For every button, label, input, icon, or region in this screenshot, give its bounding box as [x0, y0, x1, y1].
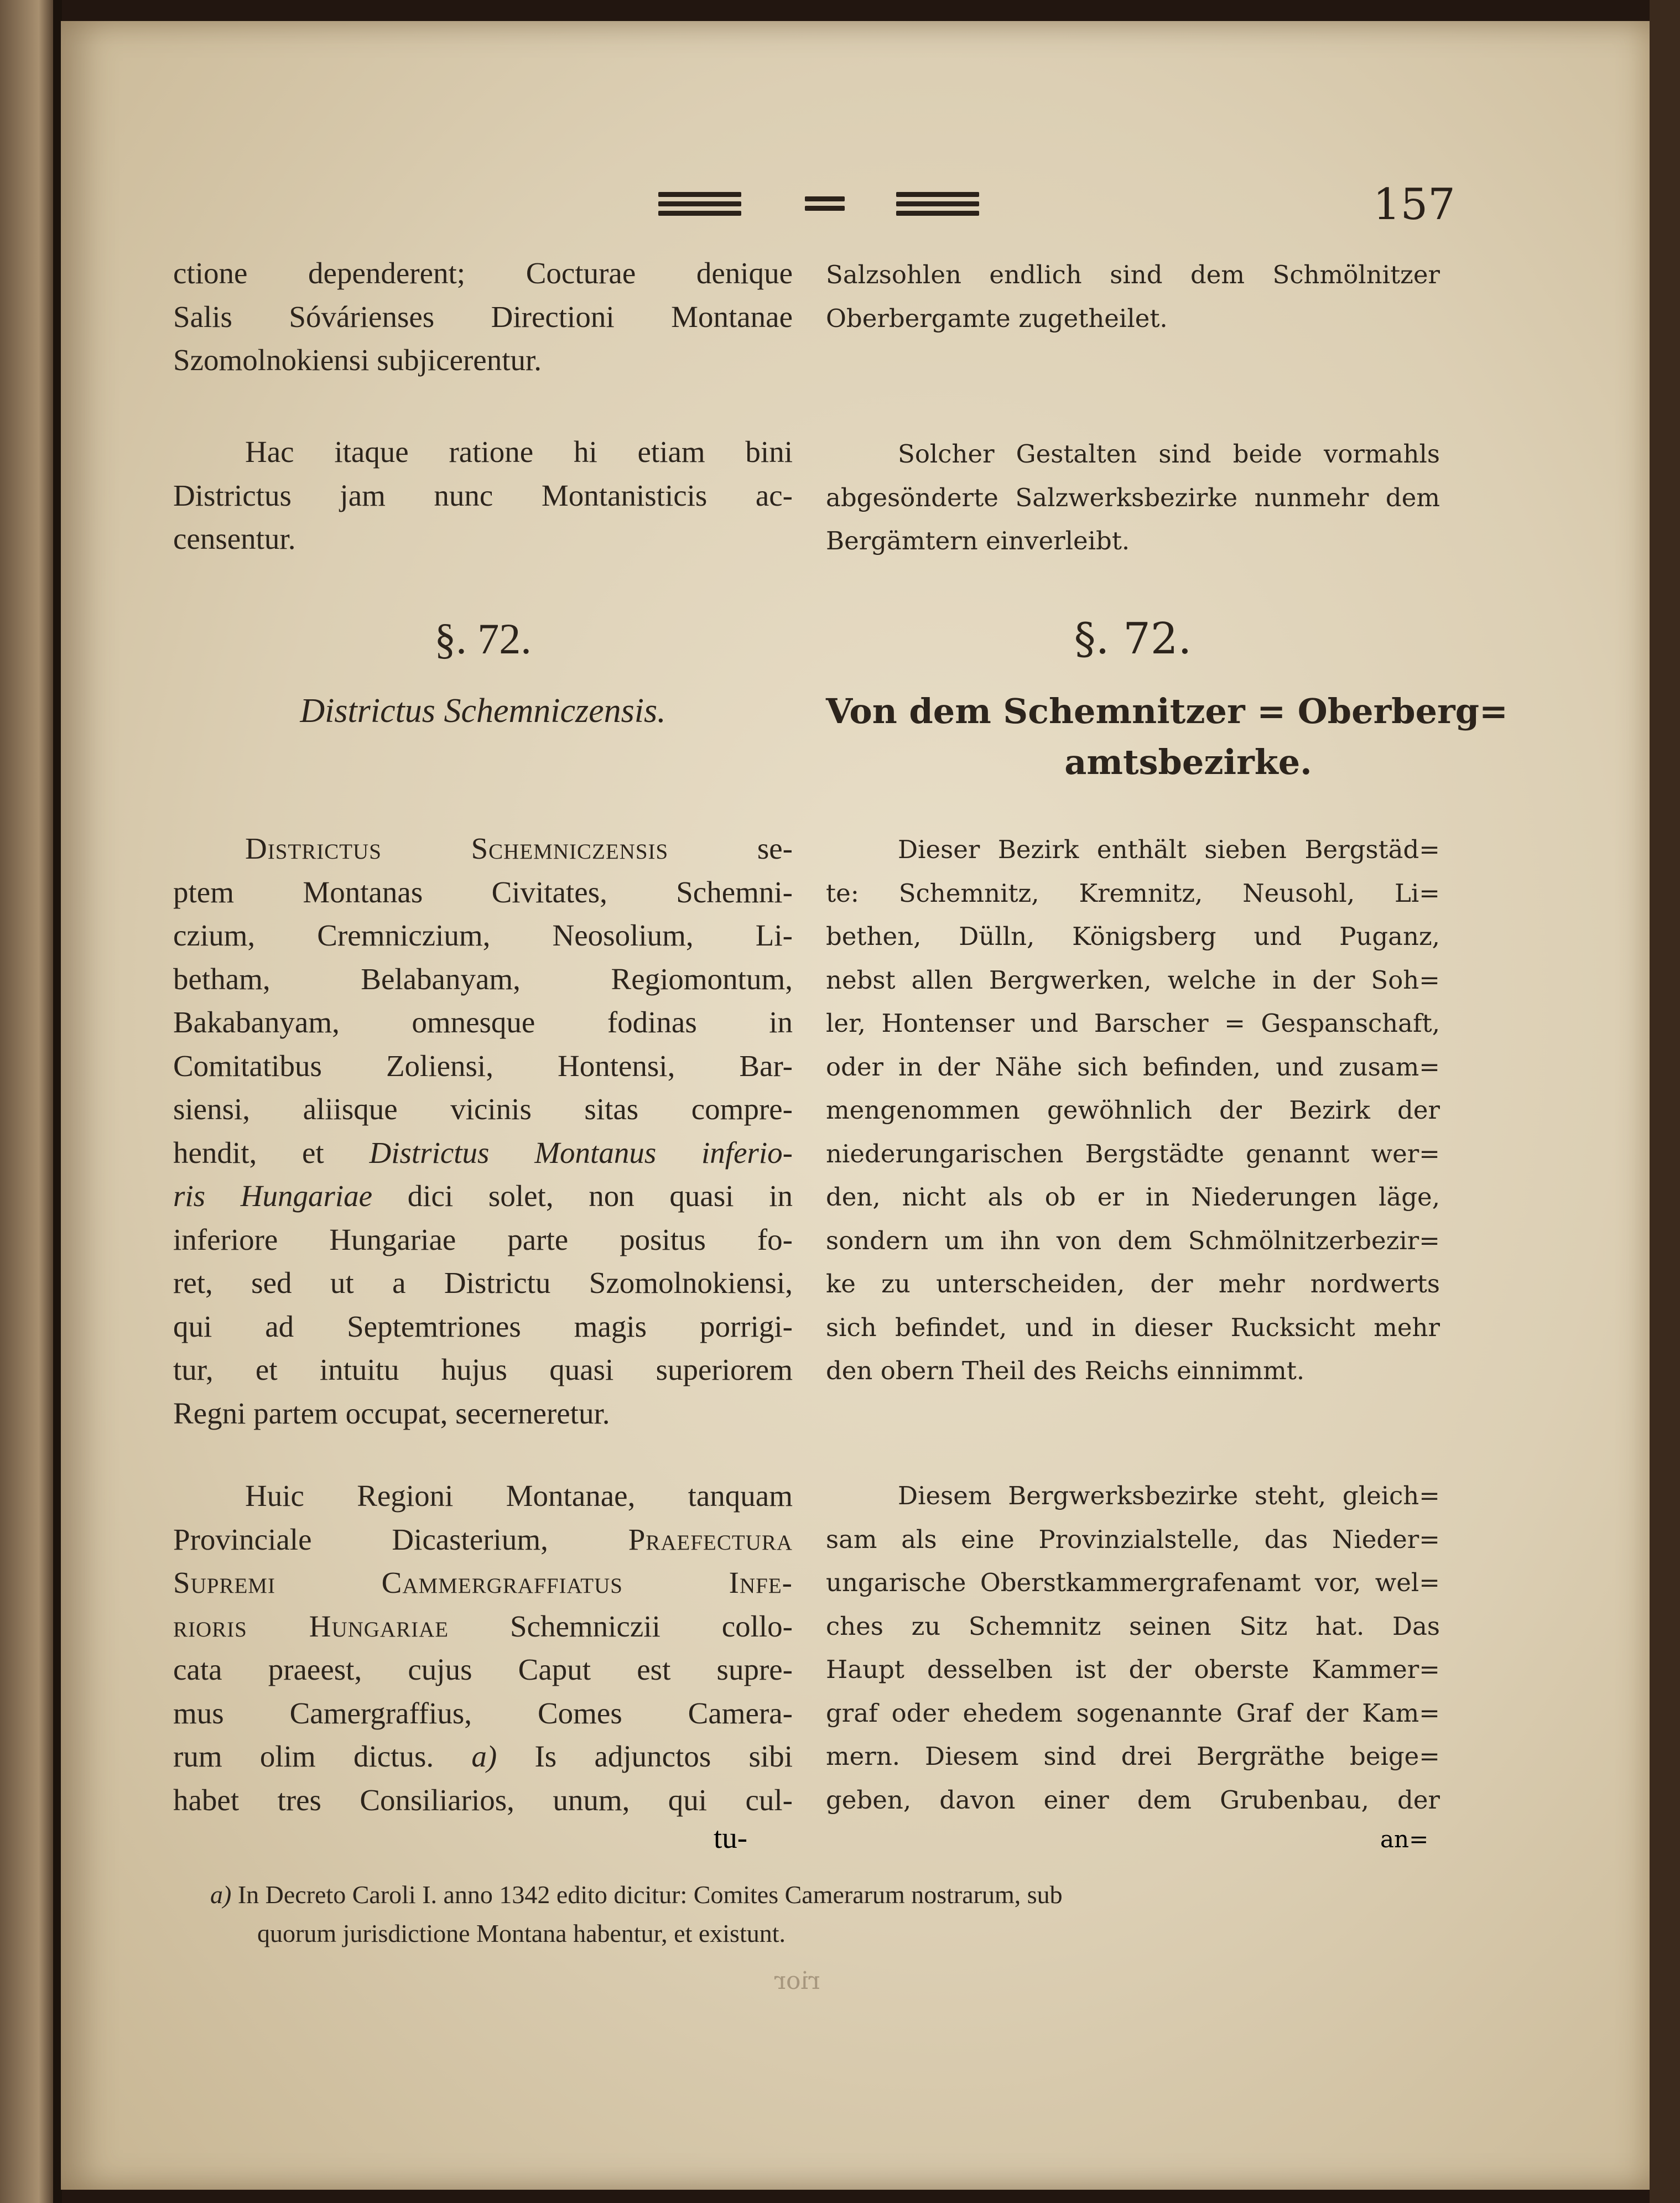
right-paragraph-3: [826, 828, 1440, 1393]
right-catchword: an=: [1380, 1826, 1429, 1853]
footnote-reference: a): [471, 1739, 497, 1773]
left-catchword: tu-: [714, 1821, 748, 1854]
text-line: [173, 1518, 793, 1562]
left-paragraph-3: [173, 827, 793, 1435]
text-line: Huic Regioni Montanae, tanquam: [245, 1479, 793, 1513]
text-line: graf oder ehedem sogenannte Graf der Kam=: [826, 1698, 1440, 1728]
text-line: Szomolnokiensi subjicerentur.: [173, 343, 542, 377]
text-line: [173, 1735, 793, 1779]
text-fragment: se-: [668, 832, 793, 865]
text-line: Salis Sóvárienses Directioni Montanae: [173, 299, 793, 334]
text-line: ler, Hontenser und Barscher = Gespanschaft,: [826, 1009, 1440, 1038]
text-line: Solcher Gestalten sind beide vormahls: [898, 439, 1440, 469]
right-section-title: [826, 686, 1509, 788]
text-line: niederungarischen Bergstädte genannt wer=: [826, 1139, 1440, 1168]
text-line: [173, 1131, 793, 1175]
right-section-mark: §. 72.: [1074, 614, 1192, 664]
text-fragment: Schemniczii collo-: [449, 1609, 793, 1643]
bleed-through-text: rior: [774, 1967, 820, 1995]
text-line: mern. Diesem sind drei Bergräthe beige=: [826, 1742, 1440, 1771]
text-line: ches zu Schemnitz seinen Sitz hat. Das: [826, 1611, 1440, 1641]
text-line: [173, 1561, 793, 1605]
text-fragment: rum olim dictus.: [173, 1739, 472, 1773]
text-line: Regni partem occupat, secerneretur.: [173, 1396, 610, 1430]
text-line: Oberbergamte zugetheilet.: [826, 303, 1168, 333]
text-line: siensi, aliisque vicinis sitas compre-: [173, 1092, 793, 1126]
right-paragraph-1: [826, 253, 1440, 340]
text-line: Haupt desselben ist der oberste Kammer=: [826, 1655, 1440, 1684]
footnote-marker: a): [210, 1880, 232, 1909]
text-line: nebst allen Bergwerken, welche in der Soh=: [826, 965, 1440, 995]
left-paragraph-4: [173, 1474, 793, 1822]
left-paragraph-2: [173, 430, 793, 561]
text-fragment: dici solet, non quasi in: [372, 1179, 793, 1213]
text-line: sich befindet, und in dieser Rucksicht mehr: [826, 1312, 1440, 1342]
text-line: sondern um ihn von dem Schmölnitzerbezir=: [826, 1225, 1440, 1255]
text-line: mengenommen gewöhnlich der Bezirk der: [826, 1095, 1440, 1125]
text-line: qui ad Septemtriones magis porrigi-: [173, 1309, 793, 1343]
right-paragraph-2: [826, 433, 1440, 563]
footnote: [210, 1875, 1449, 1953]
text-line: den obern Theil des Reichs einnimmt.: [826, 1356, 1305, 1385]
italic-text: Districtus Montanus inferio-: [369, 1135, 793, 1170]
text-line: betham, Belabanyam, Regiomontum,: [173, 962, 793, 996]
section-title-line: amtsbezirke.: [1064, 742, 1312, 782]
small-caps-text: Praefectura: [628, 1522, 793, 1556]
text-line: ctione dependerent; Cocturae denique: [173, 256, 793, 290]
text-fragment: Is adjunctos sibi: [497, 1739, 793, 1773]
text-line: Hac itaque ratione hi etiam bini: [245, 435, 793, 469]
facing-page-edge: [0, 0, 55, 2203]
text-line: abgesönderte Salzwerksbezirke nunmehr dem: [826, 482, 1440, 512]
footnote-line: [210, 1875, 1449, 1914]
text-line: den, nicht als ob er in Niederungen läge,: [826, 1182, 1440, 1212]
italic-text: ris Hungariae: [173, 1179, 373, 1213]
text-line: Dieser Bezirk enthält sieben Bergstäd=: [898, 835, 1440, 864]
right-paragraph-4: [826, 1474, 1440, 1822]
text-line: sam als eine Provinzialstelle, das Nieder=: [826, 1524, 1440, 1554]
header-ornament-right: [896, 187, 979, 220]
footnote-line: quorum jurisdictione Montana habentur, et existunt.: [257, 1919, 786, 1947]
text-line: Bergämtern einverleibt.: [826, 526, 1130, 555]
text-line: Bakabanyam, omnesque fodinas in: [173, 1005, 793, 1039]
text-fragment: hendit, et: [173, 1135, 370, 1170]
small-caps-text: rioris Hungariae: [173, 1609, 449, 1643]
small-caps-text: Districtus Schemniczensis: [245, 832, 669, 865]
left-section-title: Districtus Schemniczensis.: [300, 692, 666, 730]
text-line: mus Camergraffius, Comes Camera-: [173, 1696, 793, 1730]
text-line: [173, 1175, 793, 1218]
text-line: oder in der Nähe sich befinden, und zusam=: [826, 1052, 1440, 1082]
text-fragment: In Decreto Caroli I. anno 1342 edito dicitur: Comites Camerarum nostrarum, sub: [231, 1880, 1063, 1909]
page-number: 157: [1373, 180, 1455, 230]
text-line: bethen, Dülln, Königsberg und Puganz,: [826, 922, 1440, 951]
text-line: censentur.: [173, 522, 296, 555]
page-edge-right: [1650, 0, 1680, 2203]
text-line: Districtus jam nunc Montanisticis ac-: [173, 478, 793, 512]
text-line: ret, sed ut a Districtu Szomolnokiensi,: [173, 1266, 793, 1300]
section-title-line: Von dem Schemnitzer = Oberberg=: [826, 691, 1509, 731]
text-line: te: Schemnitz, Kremnitz, Neusohl, Li=: [826, 878, 1440, 908]
left-paragraph-1: [173, 252, 793, 382]
text-line: ptem Montanas Civitates, Schemni-: [173, 875, 793, 909]
text-line: ke zu unterscheiden, der mehr nordwerts: [826, 1269, 1440, 1298]
text-line: Diesem Bergwerksbezirke steht, gleich=: [898, 1481, 1440, 1510]
text-line: tur, et intuitu hujus quasi superiorem: [173, 1353, 793, 1386]
text-line: geben, davon einer dem Grubenbau, der: [826, 1785, 1440, 1815]
text-line: czium, Cremniczium, Neosolium, Li-: [173, 918, 793, 952]
text-line: ungarische Oberstkammergrafenamt vor, wel=: [826, 1568, 1440, 1597]
header-ornament-center: [805, 187, 845, 220]
text-line: Comitatibus Zoliensi, Hontensi, Bar-: [173, 1048, 793, 1083]
header-ornament-left: [658, 187, 741, 220]
small-caps-text: Supremi Cammergraffiatus Infe-: [173, 1566, 793, 1599]
text-line: cata praeest, cujus Caput est supre-: [173, 1653, 793, 1686]
text-line: [173, 1605, 793, 1649]
text-line: habet tres Consiliarios, unum, qui cul-: [173, 1783, 793, 1817]
text-line: [173, 827, 793, 871]
text-fragment: Provinciale Dicasterium,: [173, 1522, 628, 1556]
text-line: Salzsohlen endlich sind dem Schmölnitzer: [826, 260, 1440, 289]
left-section-mark: §. 72.: [434, 615, 532, 663]
text-line: inferiore Hungariae parte positus fo-: [173, 1222, 793, 1256]
